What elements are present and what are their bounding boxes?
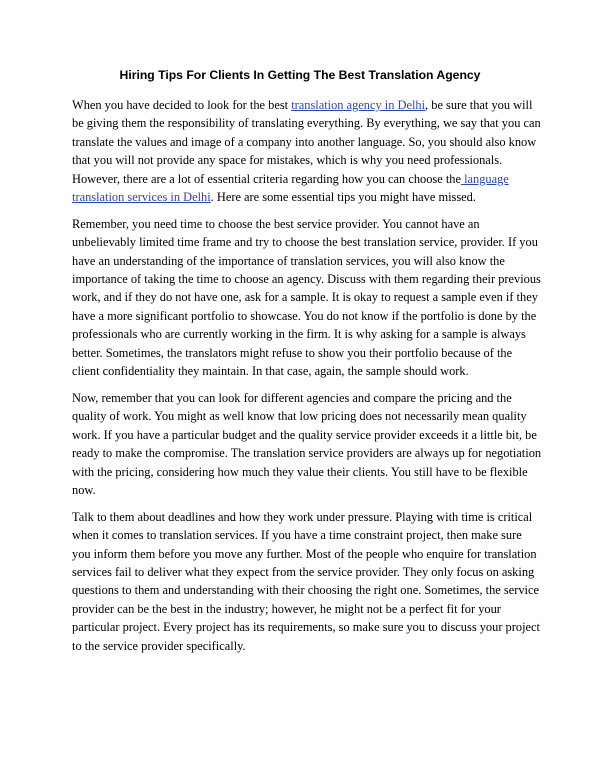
paragraph-intro-text-1: When you have decided to look for the best — [72, 98, 292, 112]
paragraph-pricing: Now, remember that you can look for different agencies and compare the pricing and the quality of work. You might as well know that low pricing does not necessarily mean quality work. If you have a particular budget and the quality service provider exceeds it a little bit, be ready to make the compromise. The translation service providers are always up for negotiation with the pricing, considering how much they value their clients. You still have to be flexible now. — [72, 390, 542, 497]
document-body — [72, 96, 542, 663]
document-title: Hiring Tips For Clients In Getting The Best Translation Agency — [119, 68, 481, 82]
link-translation-agency-delhi[interactable]: translation agency in Delhi — [291, 98, 426, 112]
paragraph-deadlines: Talk to them about deadlines and how they work under pressure. Playing with time is critical when it comes to translation services. If you have a time constraint project, then make sure you inform them before you move any further. Most of the people who enquire for translation services fail to deliver what they expect from the service provider. They only focus on asking questions to them and understanding with their choosing the right one. Sometimes, the service provider can be the best in the industry; however, he might not be a perfect fit for your particular project. Every project has its requirements, so make sure you to discuss your project to the service provider specifically. — [72, 509, 540, 653]
paragraph-intro — [72, 96, 542, 206]
link-language-translation-services-delhi[interactable]: language translation services in Delhi — [72, 171, 509, 205]
paragraph-intro-text-3: . Here are some essential tips you might have missed. — [210, 190, 476, 205]
paragraph-intro-text-2: , be sure that you will be giving them the responsibility of translating everything. By everything, we say that you can translate the values and image of a company into another language. So, you should also know that you will not provide any space for mistakes, which is why you need professionals. However, there are a lot of essential criteria regarding how you can choose the — [72, 98, 541, 186]
paragraph-time: Remember, you need time to choose the best service provider. You cannot have an unbelievably limited time frame and try to choose the best translation service, provider. If you have an understanding of the importance of translation services, you will also know the importance of taking the time to choose an agency. Discuss with them regarding their previous work, and if they do not have one, ask for a sample. It is okay to request a sample even if they have a more significant portfolio to showcase. You do not know if the portfolio is done by the professionals who are currently working in the firm. It is why asking for a sample is always better. Sometimes, the translators might refuse to show you their portfolio because of the client confidentiality they maintain. In that case, again, the sample should work. — [72, 216, 541, 379]
